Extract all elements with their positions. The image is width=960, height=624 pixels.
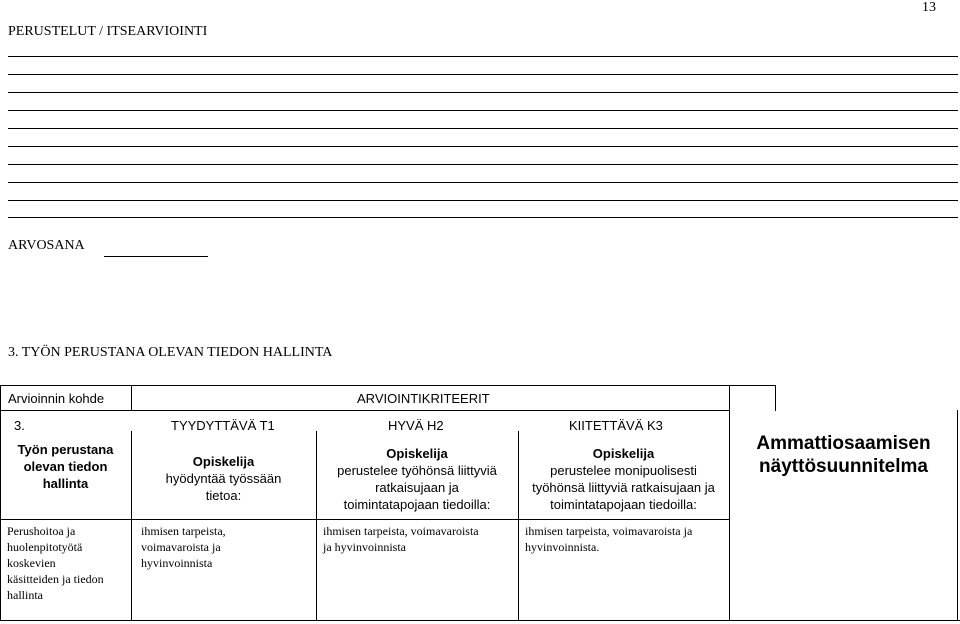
t1-criteria-body [141,523,226,571]
table-line [729,385,730,621]
sub-item-line: hallinta [7,588,43,602]
criteria-subject: Opiskelija [192,454,255,469]
plan-title-line: näyttösuunnitelma [759,456,928,477]
criteria-body-line: hyvinvoinnista [141,556,213,570]
level-t1: TYYDYTTÄVÄ T1 [171,418,275,433]
item-title [0,441,131,492]
writing-line [8,74,958,75]
criteria-line: hyödyntää työssään [165,471,282,486]
t1-criteria-head [131,453,316,504]
sub-item [7,523,104,603]
level-k3: KIITETTÄVÄ K3 [569,418,663,433]
section-title: PERUSTELUT / ITSEARVIOINTI [8,24,208,39]
section3-title: 3. TYÖN PERUSTANA OLEVAN TIEDON HALLINTA [8,345,333,360]
page-number: 13 [922,0,936,15]
writing-line [8,200,958,201]
criteria-line: ratkaisujaan ja [375,480,459,495]
k3-criteria-head [518,445,729,513]
writing-line [8,146,958,147]
plan-title-line: Ammattiosaamisen [756,433,931,454]
header-kohde: Arvioinnin kohde [8,391,105,406]
writing-line [8,92,958,93]
sub-item-line: huolenpitotyötä [7,540,83,554]
sub-item-line: koskevien [7,556,56,570]
item-title-line: hallinta [42,476,89,491]
criteria-line: toimintatapojaan tiedoilla: [550,497,697,512]
h2-criteria-body [323,523,479,555]
criteria-line: perustelee työhönsä liittyviä [337,463,497,478]
writing-line [8,164,958,165]
sub-item-line: Perushoitoa ja [7,524,76,538]
writing-line [8,217,958,218]
table-line [775,385,776,411]
item-title-line: Työn perustana [17,442,114,457]
table-line [957,410,958,621]
grade-label: ARVOSANA [8,238,85,253]
item-number: 3. [14,418,25,433]
criteria-line: toimintatapojaan tiedoilla: [343,497,491,512]
writing-line [8,56,958,57]
sub-item-line: käsitteiden ja tiedon [7,572,104,586]
header-kriteerit: ARVIOINTIKRITEERIT [357,391,490,406]
grade-input-line[interactable] [104,256,208,257]
criteria-body-line: ihmisen tarpeista, [141,524,226,538]
writing-line [8,110,958,111]
table-line [0,410,729,411]
item-title-line: olevan tiedon [23,459,108,474]
table-line [0,620,960,621]
criteria-body-line: hyvinvoinnista. [525,540,600,554]
table-line [0,519,729,520]
criteria-subject: Opiskelija [386,446,448,461]
criteria-subject: Opiskelija [592,446,655,461]
plan-title [730,432,957,478]
h2-criteria-head [316,445,518,513]
level-h2: HYVÄ H2 [388,418,444,433]
writing-line [8,128,958,129]
table-line [0,385,776,386]
criteria-body-line: ihmisen tarpeista, voimavaroista [323,524,479,538]
writing-line [8,182,958,183]
k3-criteria-body [525,523,692,555]
criteria-line: perustelee monipuolisesti [550,463,697,478]
table-line [131,385,132,411]
criteria-line: työhönsä liittyviä ratkaisujaan ja [532,480,715,495]
criteria-body-line: ihmisen tarpeista, voimavaroista ja [525,524,693,538]
criteria-body-line: ja hyvinvoinnista [323,540,406,554]
plan-notes-cell[interactable] [731,521,956,619]
criteria-body-line: voimavaroista ja [141,540,221,554]
table-line [0,385,1,621]
criteria-line: tietoa: [205,488,242,503]
